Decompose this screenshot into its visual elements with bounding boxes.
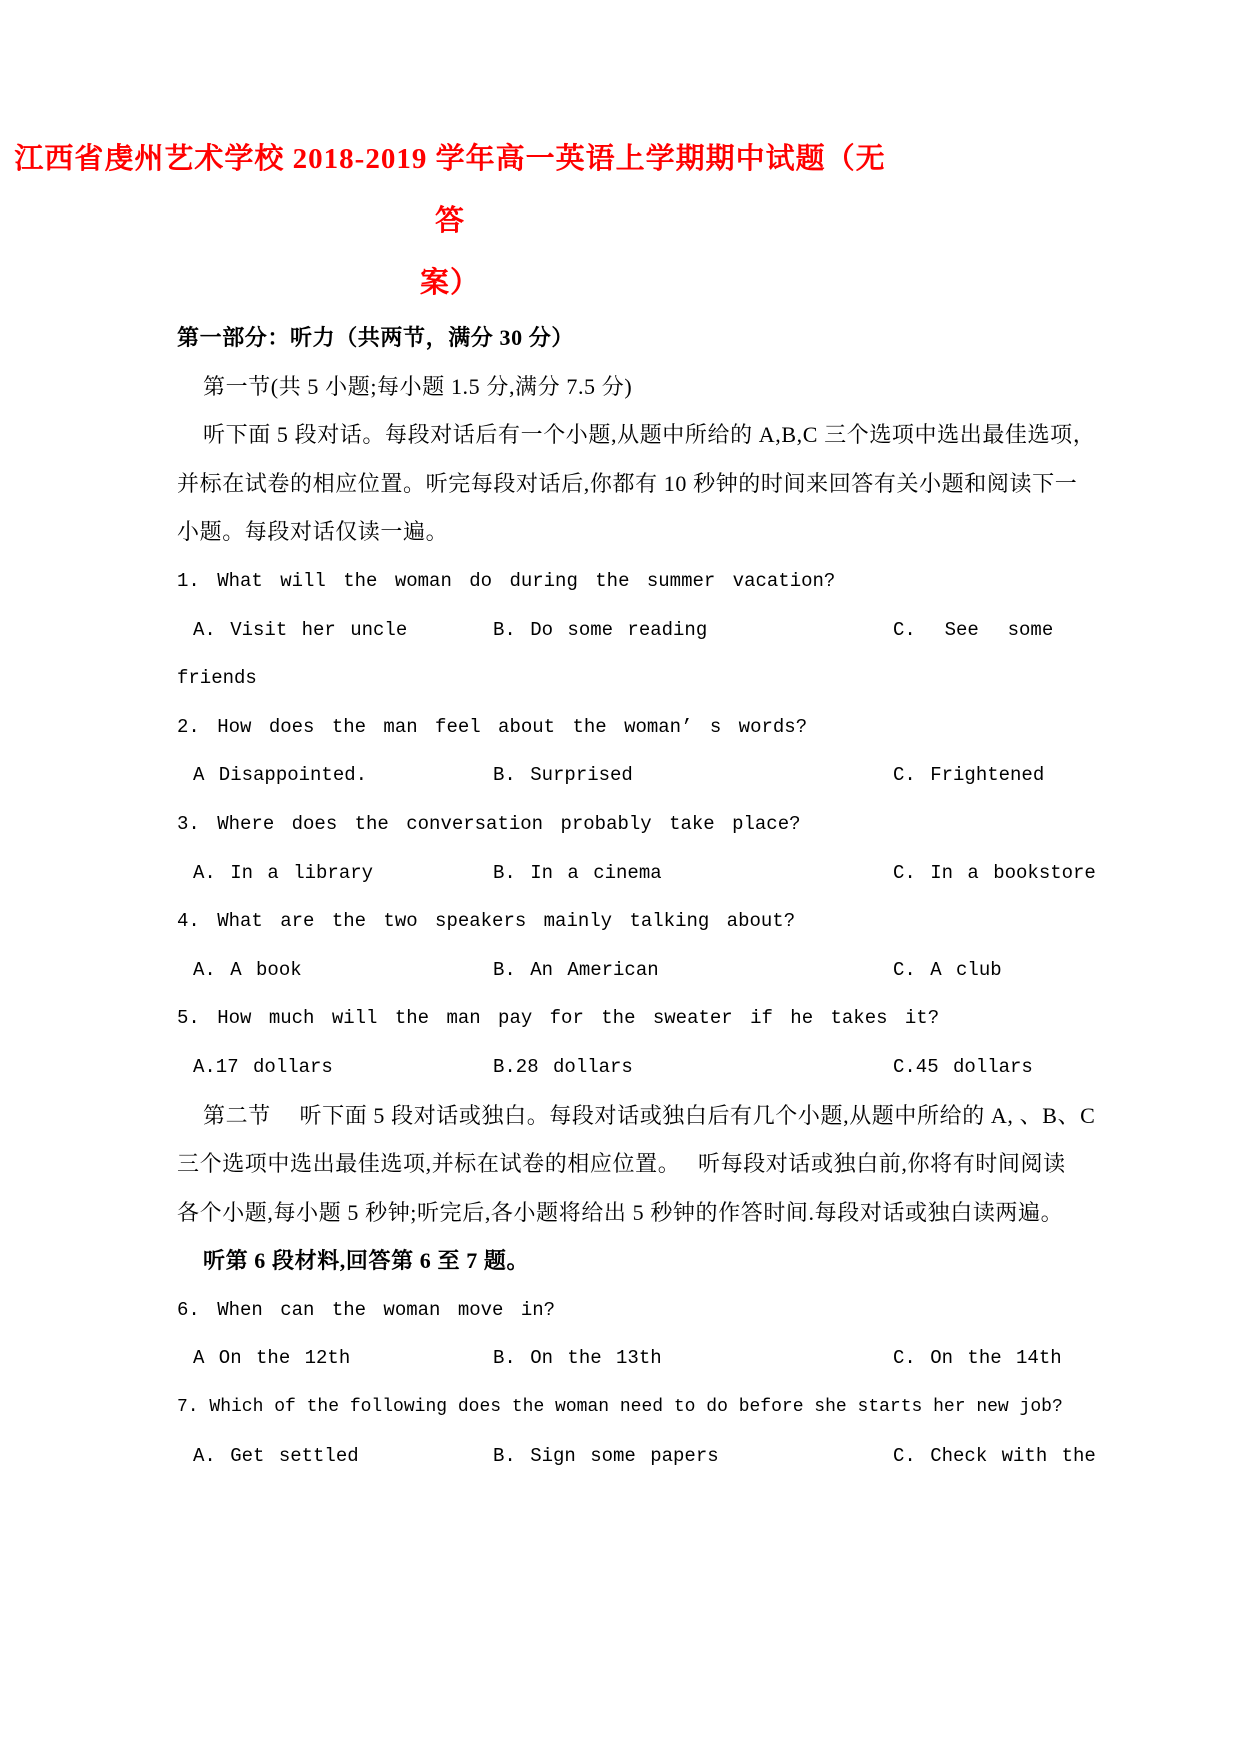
question-6-option-b: B. On the 13th (493, 1347, 662, 1370)
question-2-options (177, 751, 1077, 800)
question-1-option-c: C. See some (893, 618, 1054, 641)
document-body (177, 314, 1096, 1480)
section2-instructions-line-1: 第二节 听下面 5 段对话或独白。每段对话或独白后有几个小题,从题中所给的 A, 、B、C (203, 1102, 1096, 1128)
question-4-option-a: A. A book (193, 958, 302, 981)
question-4-option-c: C. A club (893, 958, 1002, 981)
question-1-option-c-overflow: friends (177, 667, 257, 690)
question-5-option-b: B.28 dollars (493, 1055, 633, 1078)
question-2-text: 2. How does the man feel about the woman’ s words? (177, 715, 808, 738)
question-4-options (177, 946, 1077, 995)
material-6-note: 听第 6 段材料,回答第 6 至 7 题。 (203, 1248, 530, 1274)
question-6-option-a: A On the 12th (193, 1347, 351, 1370)
question-7-options (177, 1432, 1096, 1481)
question-2-option-b: B. Surprised (493, 764, 633, 787)
question-3-option-c: C. In a bookstore (893, 861, 1096, 884)
question-5-option-a: A.17 dollars (193, 1055, 333, 1078)
section1-instructions-line-3: 小题。每段对话仅读一遍。 (177, 519, 449, 545)
section2-instructions-line-2: 三个选项中选出最佳选项,并标在试卷的相应位置。 听每段对话或独白前,你将有时间阅读 (177, 1151, 1066, 1177)
part1-heading: 第一部分：听力（共两节，满分 30 分） (177, 325, 575, 350)
question-1-text: 1. What will the woman do during the summer vacation? (177, 569, 836, 592)
question-6-option-c: C. On the 14th (893, 1347, 1062, 1370)
question-2-option-a: A Disappointed. (193, 764, 368, 787)
question-5-options (177, 1043, 1077, 1092)
question-3-option-a: A. In a library (193, 861, 374, 884)
question-2-option-c: C. Frightened (893, 764, 1045, 787)
question-1-option-a: A. Visit her uncle (193, 618, 408, 641)
question-3-options (177, 849, 1096, 898)
question-7-option-c: C. Check with the (893, 1444, 1096, 1467)
question-1-options (177, 606, 1077, 655)
question-4-option-b: B. An American (493, 958, 659, 981)
question-7-option-b: B. Sign some papers (493, 1444, 719, 1467)
document-title-line-1: 江西省虔州艺术学校 2018-2019 学年高一英语上学期期中试题（无答 (14, 143, 886, 237)
section1-instructions-line-1: 听下面 5 段对话。每段对话后有一个小题,从题中所给的 A,B,C 三个选项中选出最佳选项， (203, 422, 1096, 448)
question-3-option-b: B. In a cinema (493, 861, 662, 884)
section2-instructions-line-3: 各个小题,每小题 5 秒钟;听完后,各小题将给出 5 秒钟的作答时间.每段对话或独白读两遍。 (177, 1199, 1064, 1225)
question-6-text: 6. When can the woman move in? (177, 1298, 556, 1321)
question-1-option-b: B. Do some reading (493, 618, 708, 641)
document-title (0, 128, 900, 314)
document-title-line-2: 案） (419, 267, 480, 299)
question-7-option-a: A. Get settled (193, 1444, 359, 1467)
section1-instructions-line-2: 并标在试卷的相应位置。听完每段对话后,你都有 10 秒钟的时间来回答有关小题和阅读下一 (177, 470, 1078, 496)
question-7-text: 7. Which of the following does the woman need to do before she starts her new job? (177, 1397, 1063, 1418)
question-6-options (177, 1334, 1077, 1383)
question-4-text: 4. What are the two speakers mainly talking about? (177, 910, 796, 933)
section1-heading: 第一节(共 5 小题;每小题 1.5 分,满分 7.5 分) (203, 373, 633, 399)
question-5-option-c: C.45 dollars (893, 1055, 1033, 1078)
question-5-text: 5. How much will the man pay for the sweater if he takes it? (177, 1007, 940, 1030)
question-3-text: 3. Where does the conversation probably take place? (177, 812, 801, 835)
